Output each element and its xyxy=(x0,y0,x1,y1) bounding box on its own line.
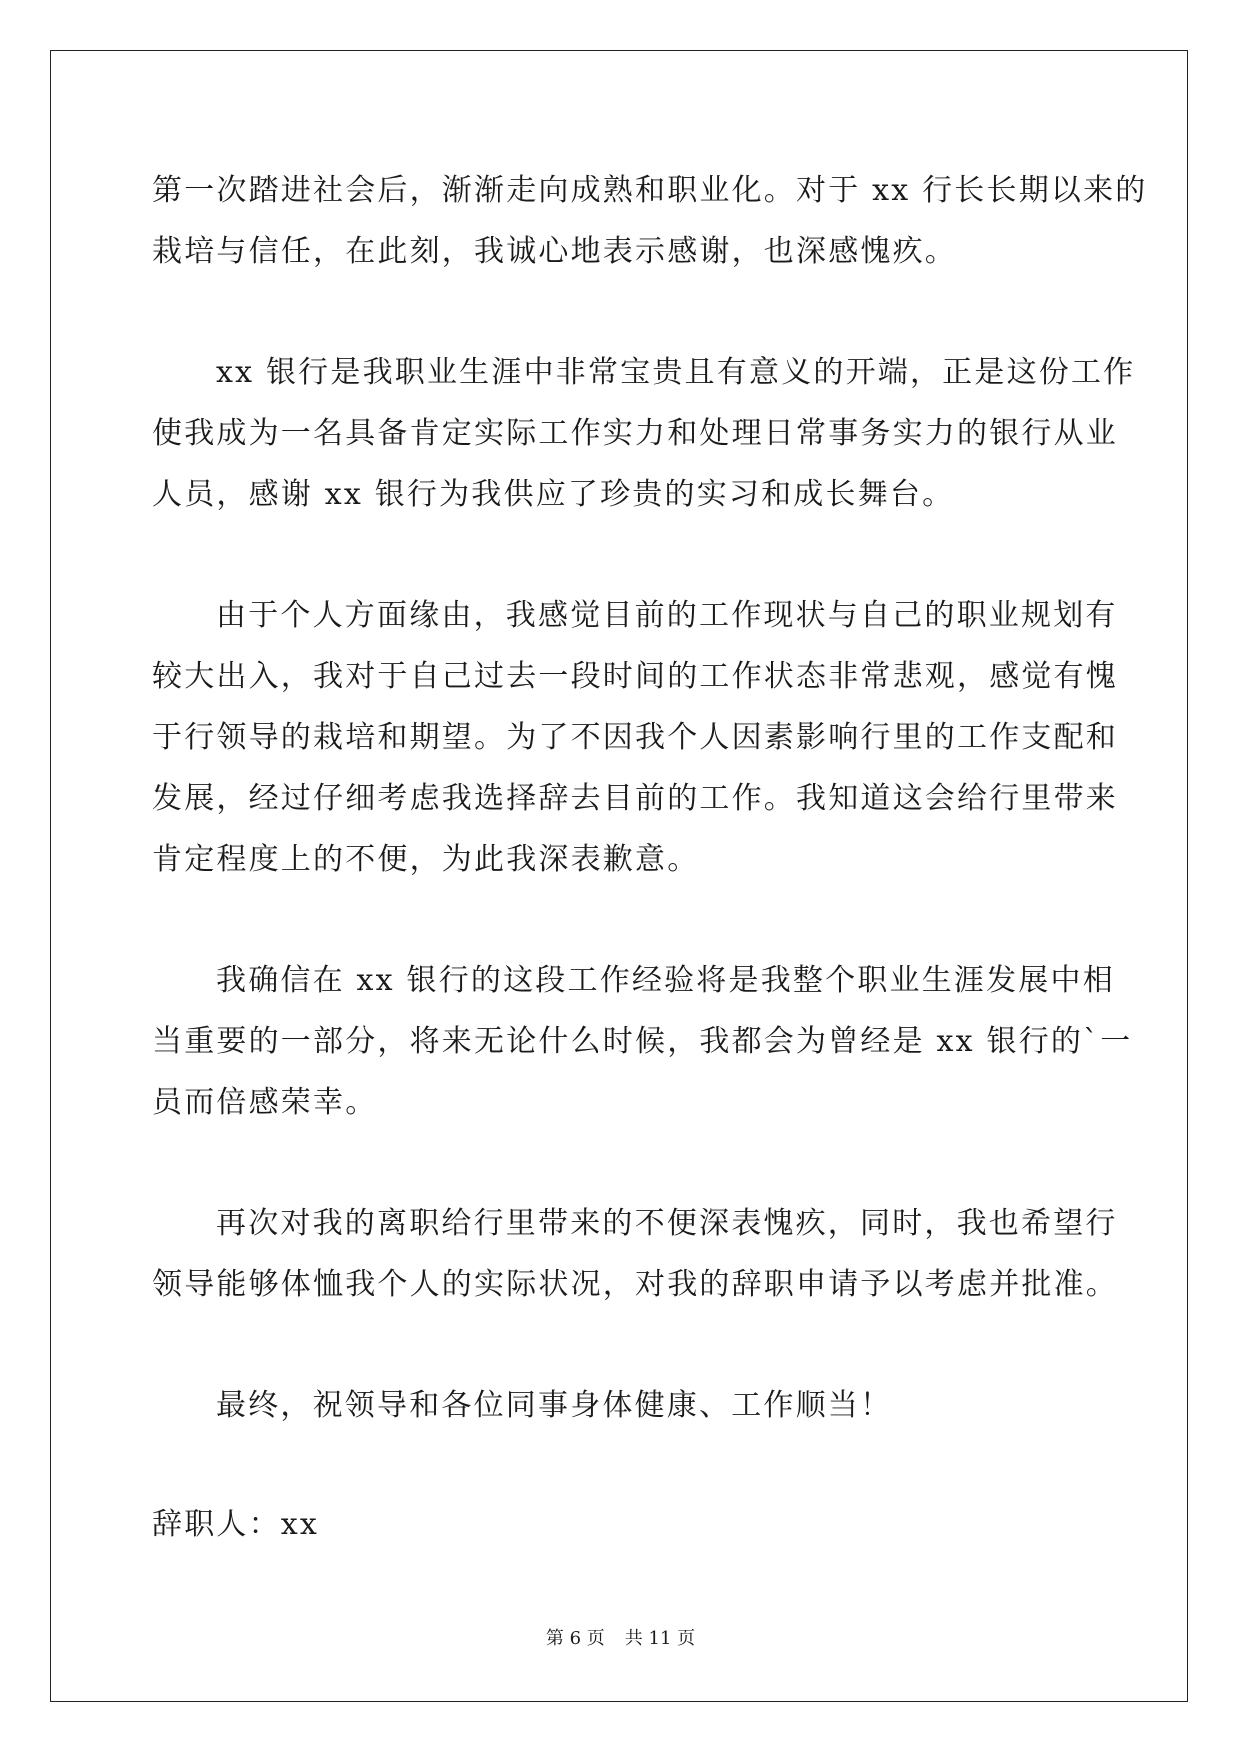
page-total: 共 11 页 xyxy=(624,1628,696,1649)
text-line: 使我成为一名具备肯定实际工作实力和处理日常事务实力的银行从业 xyxy=(152,416,1118,451)
page-footer xyxy=(0,1624,1241,1650)
text-line: 肯定程度上的不便，为此我深表歉意。 xyxy=(152,842,700,877)
text-line: 我确信在 xx 银行的这段工作经验将是我整个职业生涯发展中相 xyxy=(216,963,1115,998)
text-line: 再次对我的离职给行里带来的不便深表愧疚，同时，我也希望行 xyxy=(216,1206,1118,1241)
signature: 辞职人：xx xyxy=(152,1507,320,1542)
text-line: 较大出入，我对于自己过去一段时间的工作状态非常悲观，感觉有愧 xyxy=(152,659,1118,694)
letter-body xyxy=(152,160,1148,1555)
text-line: 当重要的一部分，将来无论什么时候，我都会为曾经是 xx 银行的`一 xyxy=(152,1024,1133,1059)
page-number: 第 6 页 xyxy=(545,1628,605,1649)
text-line: 第一次踏进社会后，渐渐走向成熟和职业化。对于 xx 行长长期以来的 xyxy=(152,173,1148,208)
text-line: 发展，经过仔细考虑我选择辞去目前的工作。我知道这会给行里带来 xyxy=(152,781,1118,816)
text-line: 由于个人方面缘由，我感觉目前的工作现状与自己的职业规划有 xyxy=(216,598,1118,633)
text-line: 领导能够体恤我个人的实际状况，对我的辞职申请予以考虑并批准。 xyxy=(152,1267,1118,1302)
text-line: 最终，祝领导和各位同事身体健康、工作顺当！ xyxy=(216,1388,893,1423)
text-line: 于行领导的栽培和期望。为了不因我个人因素影响行里的工作支配和 xyxy=(152,720,1118,755)
text-line: 员而倍感荣幸。 xyxy=(152,1085,378,1120)
text-line: xx 银行是我职业生涯中非常宝贵且有意义的开端，正是这份工作 xyxy=(216,355,1136,390)
text-line: 栽培与信任，在此刻，我诚心地表示感谢，也深感愧疚。 xyxy=(152,234,957,269)
text-line: 人员，感谢 xx 银行为我供应了珍贵的实习和成长舞台。 xyxy=(152,477,955,512)
